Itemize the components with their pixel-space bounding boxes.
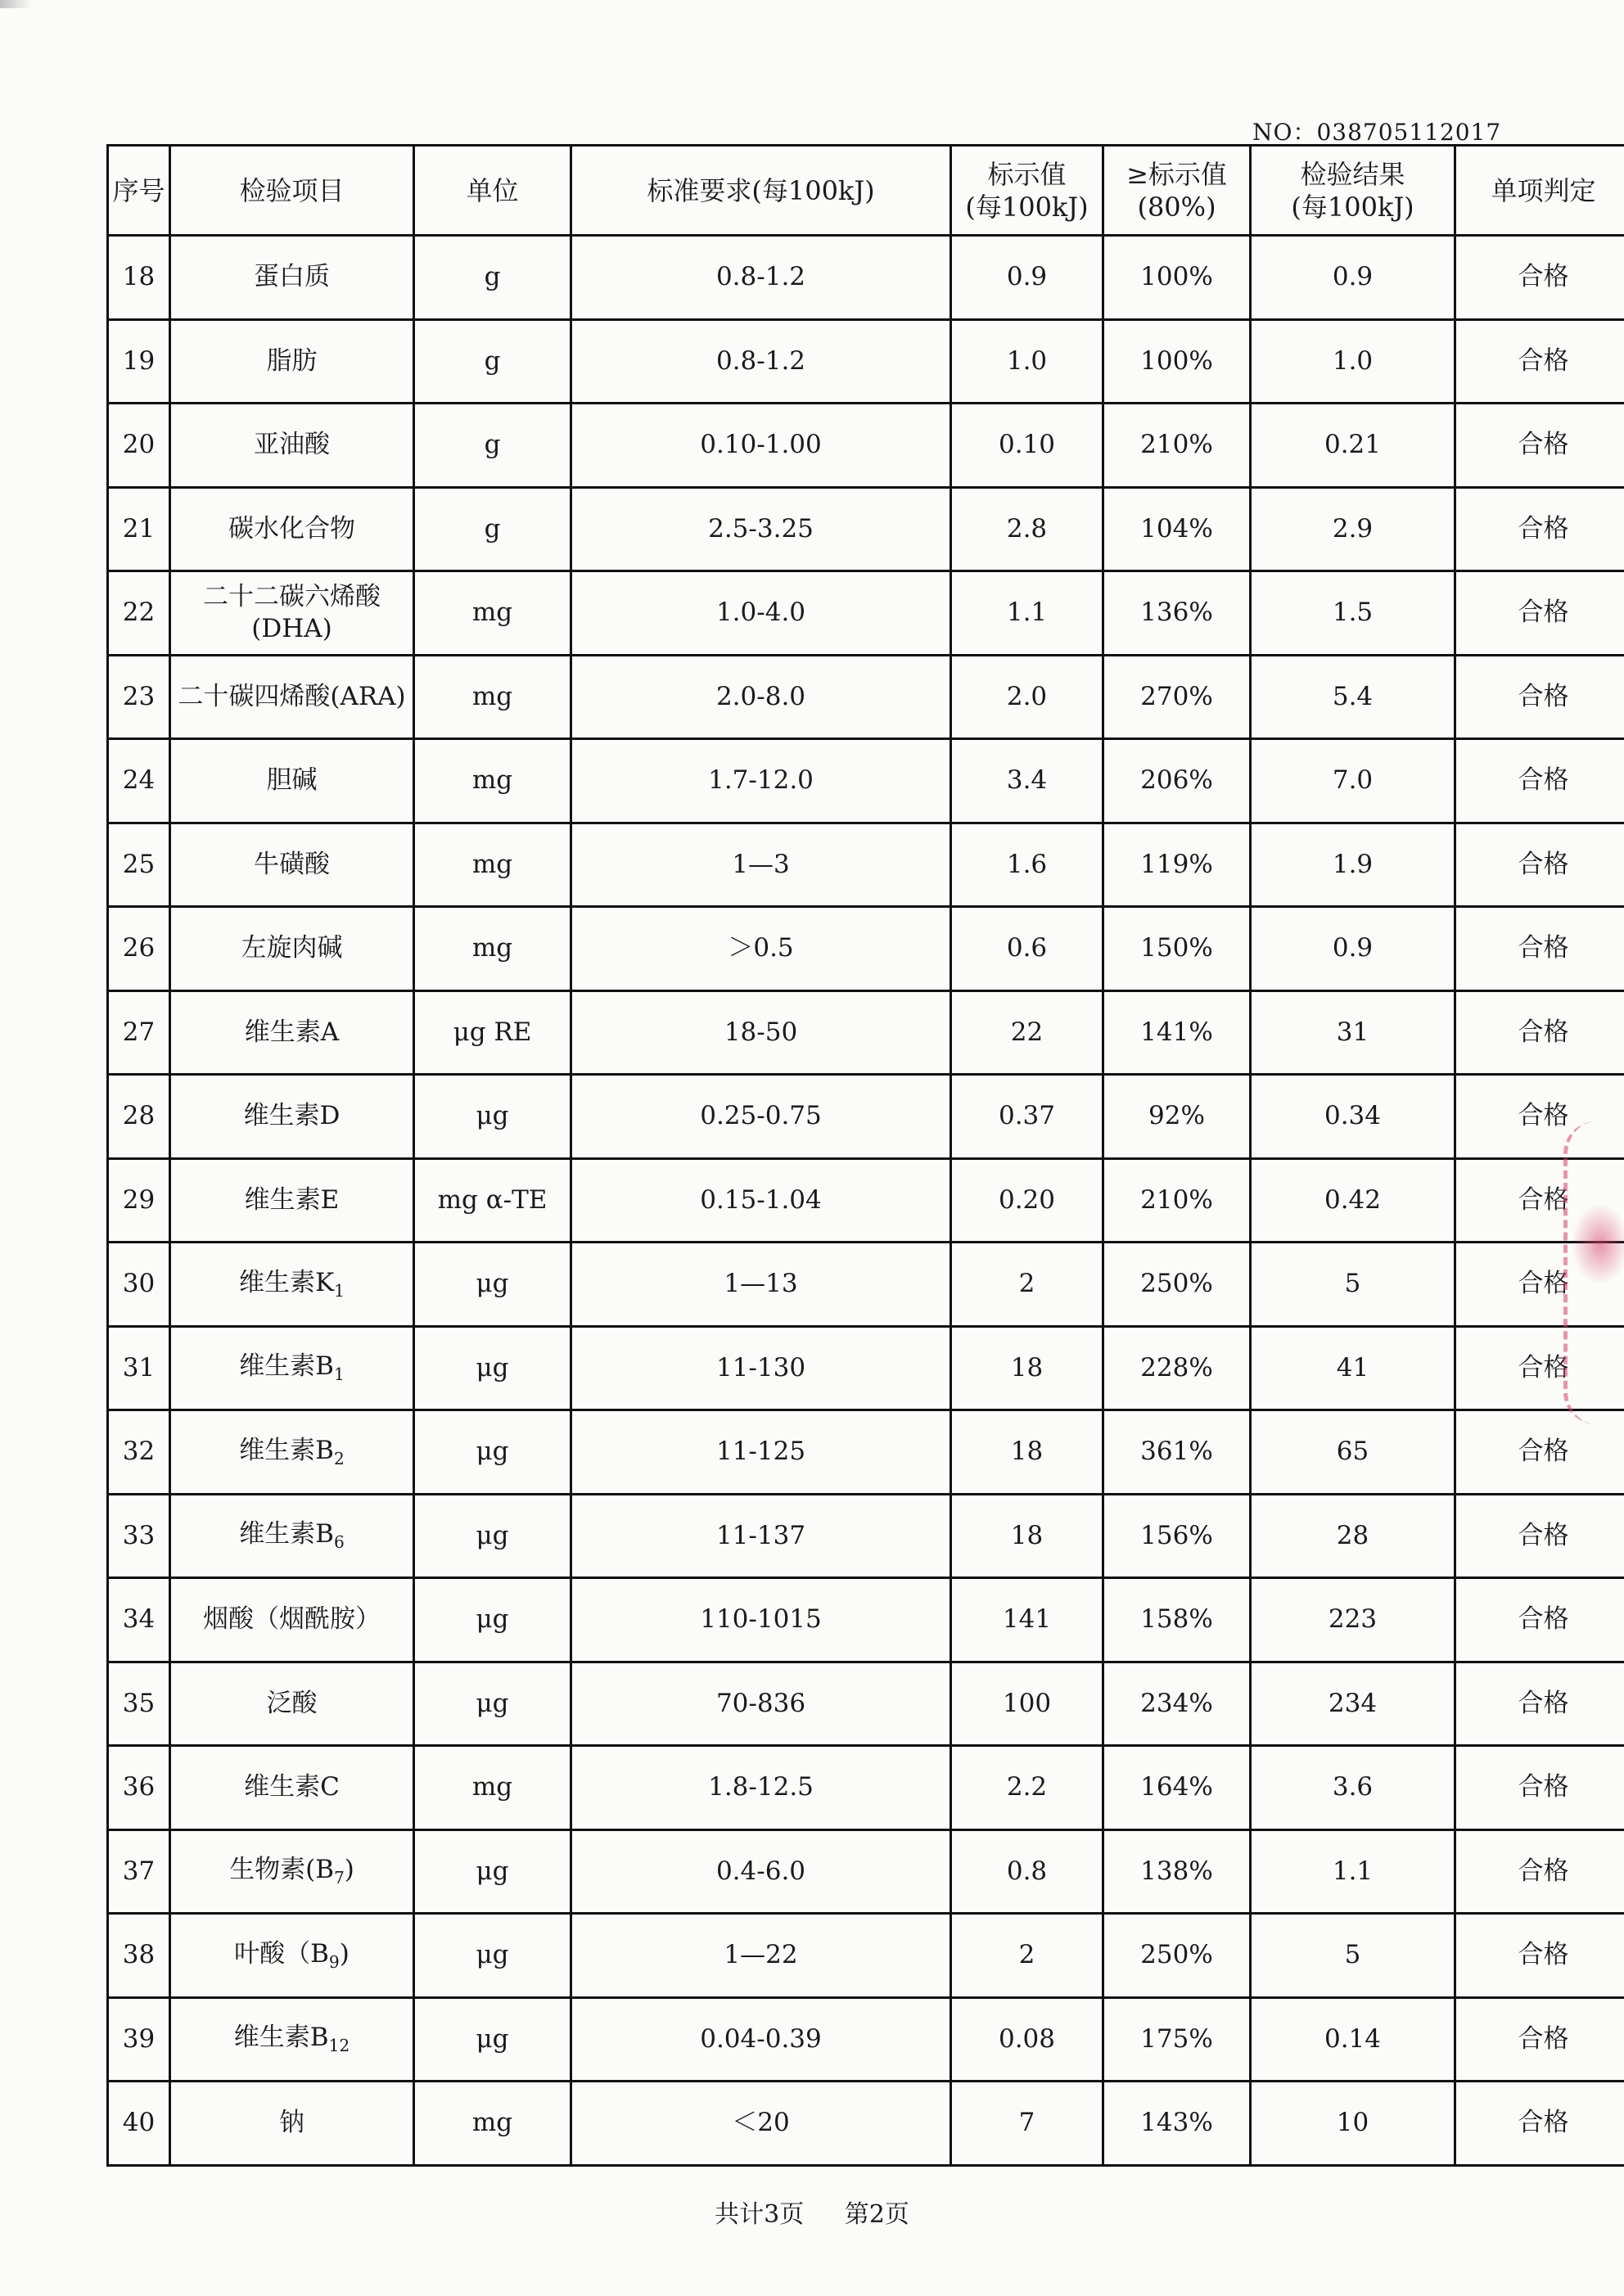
- cell-standard: 0.8-1.2: [571, 236, 951, 320]
- item-name: 生物素(B: [229, 1855, 334, 1885]
- cell-unit: mg: [414, 1746, 571, 1830]
- cell-pct: 175%: [1103, 1997, 1251, 2082]
- header-text: (80%): [1137, 191, 1216, 223]
- table-row: [108, 319, 1624, 404]
- cell-item: [170, 1662, 414, 1746]
- cell-item: [170, 487, 414, 571]
- cell-result: 3.6: [1251, 1746, 1455, 1830]
- cell-label: 18: [951, 1410, 1103, 1495]
- cell-standard: 1.8-12.5: [571, 1746, 951, 1830]
- cell-verdict: 合格: [1455, 1494, 1624, 1578]
- cell-pct: 270%: [1103, 655, 1251, 739]
- table-row: [108, 1914, 1624, 1998]
- cell-pct: 234%: [1103, 1662, 1251, 1746]
- cell-item: [170, 319, 414, 404]
- cell-label: 0.10: [951, 404, 1103, 488]
- cell-standard: 0.4-6.0: [571, 1829, 951, 1914]
- cell-standard: 2.0-8.0: [571, 655, 951, 739]
- cell-result: 1.5: [1251, 571, 1455, 656]
- cell-label: 2: [951, 1243, 1103, 1327]
- cell-result: 0.21: [1251, 404, 1455, 488]
- header-text: (每100kJ): [965, 191, 1089, 223]
- item-name: 牛磺酸: [254, 849, 330, 879]
- current-page: 第2页: [844, 2200, 909, 2229]
- cell-pct: 250%: [1103, 1914, 1251, 1998]
- item-subscript: 12: [328, 2036, 350, 2056]
- table-row: [108, 404, 1624, 488]
- cell-label: 2.2: [951, 1746, 1103, 1830]
- cell-unit: μg: [414, 1075, 571, 1159]
- item-name: 脂肪: [266, 345, 318, 376]
- cell-result: 5.4: [1251, 655, 1455, 739]
- header-text: 检验项目: [239, 174, 345, 206]
- cell-pct: 100%: [1103, 319, 1251, 404]
- cell-item: [170, 823, 414, 907]
- cell-item: [170, 571, 414, 656]
- report-number: NO：038705112017: [1252, 119, 1502, 146]
- cell-verdict: 合格: [1455, 1578, 1624, 1662]
- cell-label: 0.37: [951, 1075, 1103, 1159]
- cell-verdict: 合格: [1455, 1746, 1624, 1830]
- cell-verdict: 合格: [1455, 571, 1624, 656]
- cell-no: 22: [108, 571, 170, 656]
- cell-standard: 0.04-0.39: [571, 1997, 951, 2082]
- header-col-unit: [414, 146, 571, 236]
- cell-no: 34: [108, 1578, 170, 1662]
- cell-unit: mg α-TE: [414, 1158, 571, 1243]
- cell-result: 41: [1251, 1326, 1455, 1410]
- table-row: [108, 655, 1624, 739]
- header-text: 单项判定: [1491, 174, 1596, 206]
- cell-label: 0.6: [951, 907, 1103, 991]
- red-seal-stamp-core: [1572, 1203, 1624, 1285]
- cell-standard: ＞0.5: [571, 907, 951, 991]
- cell-unit: μg: [414, 1662, 571, 1746]
- table-row: [108, 1829, 1624, 1914]
- cell-label: 2: [951, 1914, 1103, 1998]
- cell-pct: 361%: [1103, 1410, 1251, 1495]
- cell-result: 0.9: [1251, 907, 1455, 991]
- cell-result: 1.1: [1251, 1829, 1455, 1914]
- cell-item: [170, 1914, 414, 1998]
- cell-verdict: 合格: [1455, 990, 1624, 1075]
- table-header-row: [108, 146, 1624, 236]
- cell-no: 23: [108, 655, 170, 739]
- item-subscript: 1: [334, 1280, 345, 1301]
- cell-item: [170, 1243, 414, 1327]
- cell-item: [170, 236, 414, 320]
- cell-unit: g: [414, 404, 571, 488]
- item-name: 亚油酸: [254, 430, 330, 460]
- table-row: [108, 1997, 1624, 2082]
- cell-label: 0.9: [951, 236, 1103, 320]
- cell-label: 2.8: [951, 487, 1103, 571]
- table-row: [108, 571, 1624, 656]
- cell-unit: g: [414, 487, 571, 571]
- cell-result: 0.14: [1251, 1997, 1455, 2082]
- cell-unit: μg: [414, 1410, 571, 1495]
- cell-verdict: 合格: [1455, 1326, 1624, 1410]
- cell-verdict: 合格: [1455, 319, 1624, 404]
- cell-label: 3.4: [951, 739, 1103, 823]
- cell-standard: 11-130: [571, 1326, 951, 1410]
- cell-verdict: 合格: [1455, 404, 1624, 488]
- item-name: 维生素C: [244, 1772, 340, 1802]
- item-subscript: 9: [328, 1951, 340, 1972]
- cell-standard: 1.7-12.0: [571, 739, 951, 823]
- header-col-no: [108, 146, 170, 236]
- cell-unit: μg: [414, 1494, 571, 1578]
- cell-pct: 156%: [1103, 1494, 1251, 1578]
- cell-result: 5: [1251, 1914, 1455, 1998]
- cell-pct: 141%: [1103, 990, 1251, 1075]
- cell-no: 38: [108, 1914, 170, 1998]
- cell-no: 27: [108, 990, 170, 1075]
- cell-unit: mg: [414, 655, 571, 739]
- cell-label: 1.0: [951, 319, 1103, 404]
- cell-label: 18: [951, 1494, 1103, 1578]
- cell-pct: 119%: [1103, 823, 1251, 907]
- header-col-item: [170, 146, 414, 236]
- cell-item: [170, 1410, 414, 1495]
- header-text: 标准要求(每100kJ): [647, 174, 875, 206]
- item-name: 维生素A: [244, 1017, 340, 1047]
- cell-no: 40: [108, 2082, 170, 2166]
- cell-item: [170, 404, 414, 488]
- cell-label: 100: [951, 1662, 1103, 1746]
- cell-label: 0.08: [951, 1997, 1103, 2082]
- cell-standard: 18-50: [571, 990, 951, 1075]
- cell-verdict: 合格: [1455, 2082, 1624, 2166]
- cell-no: 21: [108, 487, 170, 571]
- cell-unit: mg: [414, 823, 571, 907]
- item-name: 维生素B: [239, 1519, 334, 1549]
- cell-pct: 100%: [1103, 236, 1251, 320]
- cell-unit: μg: [414, 1243, 571, 1327]
- cell-verdict: 合格: [1455, 655, 1624, 739]
- cell-result: 31: [1251, 990, 1455, 1075]
- cell-verdict: 合格: [1455, 487, 1624, 571]
- item-name: 左旋肉碱: [241, 933, 343, 963]
- cell-item: [170, 739, 414, 823]
- table-row: [108, 1326, 1624, 1410]
- cell-standard: 1—13: [571, 1243, 951, 1327]
- header-col-pct: [1103, 146, 1251, 236]
- cell-label: 0.20: [951, 1158, 1103, 1243]
- cell-label: 2.0: [951, 655, 1103, 739]
- item-name: 烟酸（烟酰胺）: [203, 1604, 381, 1635]
- item-name: 维生素B: [233, 2023, 329, 2053]
- item-name: 二十二碳六烯酸: [203, 582, 381, 611]
- cell-verdict: 合格: [1455, 1997, 1624, 2082]
- cell-pct: 104%: [1103, 487, 1251, 571]
- item-subscript: 2: [333, 1448, 345, 1468]
- cell-no: 35: [108, 1662, 170, 1746]
- cell-pct: 158%: [1103, 1578, 1251, 1662]
- cell-result: 0.34: [1251, 1075, 1455, 1159]
- item-name: 钠: [279, 2108, 304, 2138]
- cell-verdict: 合格: [1455, 1158, 1624, 1243]
- header-text: ≥标示值: [1126, 158, 1227, 190]
- cell-no: 32: [108, 1410, 170, 1495]
- page-footer: [0, 2194, 1624, 2230]
- header-col-standard: [571, 146, 951, 236]
- cell-unit: mg: [414, 2082, 571, 2166]
- table-row: [108, 1746, 1624, 1830]
- cell-label: 7: [951, 2082, 1103, 2166]
- cell-pct: 210%: [1103, 1158, 1251, 1243]
- cell-pct: 206%: [1103, 739, 1251, 823]
- table-row: [108, 1410, 1624, 1495]
- cell-unit: μg: [414, 1914, 571, 1998]
- cell-item: [170, 1578, 414, 1662]
- table-row: [108, 487, 1624, 571]
- cell-result: 10: [1251, 2082, 1455, 2166]
- cell-no: 28: [108, 1075, 170, 1159]
- cell-result: 0.9: [1251, 236, 1455, 320]
- header-text: (每100kJ): [1291, 191, 1414, 223]
- cell-result: 28: [1251, 1494, 1455, 1578]
- cell-verdict: 合格: [1455, 1410, 1624, 1495]
- cell-unit: μg: [414, 1326, 571, 1410]
- table-row: [108, 1662, 1624, 1746]
- cell-label: 18: [951, 1326, 1103, 1410]
- cell-standard: 2.5-3.25: [571, 487, 951, 571]
- item-name: 叶酸（B: [234, 1938, 329, 1969]
- cell-verdict: 合格: [1455, 1075, 1624, 1159]
- cell-unit: μg: [414, 1997, 571, 2082]
- item-subscript: 7: [333, 1868, 345, 1888]
- total-pages: 共计3页: [715, 2200, 805, 2229]
- header-col-label-value: [951, 146, 1103, 236]
- cell-label: 0.8: [951, 1829, 1103, 1914]
- cell-no: 20: [108, 404, 170, 488]
- cell-item: [170, 1494, 414, 1578]
- cell-standard: 1—3: [571, 823, 951, 907]
- item-tail: ): [339, 1938, 350, 1969]
- cell-no: 24: [108, 739, 170, 823]
- table-row: [108, 739, 1624, 823]
- cell-verdict: 合格: [1455, 1662, 1624, 1746]
- cell-standard: 0.8-1.2: [571, 319, 951, 404]
- cell-item: [170, 1746, 414, 1830]
- cell-pct: 210%: [1103, 404, 1251, 488]
- cell-no: 30: [108, 1243, 170, 1327]
- cell-unit: μg RE: [414, 990, 571, 1075]
- item-name: (DHA): [251, 613, 332, 643]
- item-subscript: 6: [333, 1532, 345, 1553]
- cell-standard: 1—22: [571, 1914, 951, 1998]
- cell-result: 65: [1251, 1410, 1455, 1495]
- cell-unit: mg: [414, 907, 571, 991]
- item-name: 维生素K: [239, 1267, 335, 1297]
- table-row: [108, 907, 1624, 991]
- cell-unit: μg: [414, 1829, 571, 1914]
- cell-unit: g: [414, 319, 571, 404]
- cell-no: 36: [108, 1746, 170, 1830]
- cell-no: 26: [108, 907, 170, 991]
- item-name: 碳水化合物: [228, 513, 355, 544]
- cell-item: [170, 1158, 414, 1243]
- cell-no: 19: [108, 319, 170, 404]
- cell-unit: mg: [414, 571, 571, 656]
- cell-pct: 143%: [1103, 2082, 1251, 2166]
- cell-standard: 110-1015: [571, 1578, 951, 1662]
- header-text: 序号: [112, 174, 165, 206]
- cell-standard: ＜20: [571, 2082, 951, 2166]
- cell-unit: mg: [414, 739, 571, 823]
- scan-corner-mark: [0, 0, 33, 8]
- cell-result: 234: [1251, 1662, 1455, 1746]
- cell-result: 5: [1251, 1243, 1455, 1327]
- cell-verdict: 合格: [1455, 907, 1624, 991]
- cell-result: 7.0: [1251, 739, 1455, 823]
- item-tail: ): [344, 1855, 354, 1885]
- cell-item: [170, 990, 414, 1075]
- cell-no: 18: [108, 236, 170, 320]
- cell-verdict: 合格: [1455, 1914, 1624, 1998]
- cell-verdict: 合格: [1455, 823, 1624, 907]
- table-row: [108, 1494, 1624, 1578]
- item-name: 维生素E: [244, 1184, 340, 1215]
- header-text: 检验结果: [1300, 158, 1405, 190]
- cell-pct: 250%: [1103, 1243, 1251, 1327]
- table-row: [108, 990, 1624, 1075]
- cell-result: 1.0: [1251, 319, 1455, 404]
- item-name: 维生素B: [239, 1435, 334, 1465]
- cell-item: [170, 1075, 414, 1159]
- item-name: 胆碱: [266, 765, 318, 796]
- table-row: [108, 823, 1624, 907]
- cell-verdict: 合格: [1455, 1243, 1624, 1327]
- cell-no: 39: [108, 1997, 170, 2082]
- table-body: [108, 236, 1624, 2166]
- item-name: 泛酸: [266, 1688, 318, 1718]
- table-row: [108, 1243, 1624, 1327]
- cell-pct: 150%: [1103, 907, 1251, 991]
- cell-pct: 138%: [1103, 1829, 1251, 1914]
- table-row: [108, 1578, 1624, 1662]
- cell-verdict: 合格: [1455, 236, 1624, 320]
- cell-item: [170, 1829, 414, 1914]
- cell-label: 141: [951, 1578, 1103, 1662]
- header-text: 标示值: [987, 158, 1067, 190]
- cell-standard: 0.25-0.75: [571, 1075, 951, 1159]
- table-row: [108, 2082, 1624, 2166]
- cell-pct: 164%: [1103, 1746, 1251, 1830]
- cell-verdict: 合格: [1455, 1829, 1624, 1914]
- cell-verdict: 合格: [1455, 739, 1624, 823]
- cell-item: [170, 655, 414, 739]
- cell-result: 223: [1251, 1578, 1455, 1662]
- cell-item: [170, 907, 414, 991]
- cell-no: 25: [108, 823, 170, 907]
- cell-result: 1.9: [1251, 823, 1455, 907]
- cell-pct: 92%: [1103, 1075, 1251, 1159]
- item-subscript: 1: [333, 1365, 345, 1385]
- cell-no: 33: [108, 1494, 170, 1578]
- item-name: 维生素B: [239, 1351, 334, 1382]
- header-col-verdict: [1455, 146, 1624, 236]
- cell-label: 1.1: [951, 571, 1103, 656]
- header-col-result: [1251, 146, 1455, 236]
- item-name: 蛋白质: [254, 262, 330, 292]
- cell-standard: 70-836: [571, 1662, 951, 1746]
- cell-item: [170, 1326, 414, 1410]
- table-row: [108, 236, 1624, 320]
- cell-standard: 0.15-1.04: [571, 1158, 951, 1243]
- header-text: 单位: [466, 174, 519, 206]
- table-row: [108, 1075, 1624, 1159]
- cell-unit: g: [414, 236, 571, 320]
- cell-result: 2.9: [1251, 487, 1455, 571]
- cell-no: 29: [108, 1158, 170, 1243]
- cell-standard: 1.0-4.0: [571, 571, 951, 656]
- cell-item: [170, 1997, 414, 2082]
- cell-label: 1.6: [951, 823, 1103, 907]
- item-name: 二十碳四烯酸(ARA): [178, 681, 406, 711]
- cell-standard: 11-137: [571, 1494, 951, 1578]
- cell-result: 0.42: [1251, 1158, 1455, 1243]
- table-row: [108, 1158, 1624, 1243]
- cell-standard: 11-125: [571, 1410, 951, 1495]
- cell-label: 22: [951, 990, 1103, 1075]
- cell-item: [170, 2082, 414, 2166]
- cell-pct: 228%: [1103, 1326, 1251, 1410]
- cell-no: 37: [108, 1829, 170, 1914]
- cell-pct: 136%: [1103, 571, 1251, 656]
- cell-unit: μg: [414, 1578, 571, 1662]
- cell-no: 31: [108, 1326, 170, 1410]
- item-name: 维生素D: [243, 1101, 341, 1131]
- inspection-table: [106, 144, 1624, 2167]
- cell-standard: 0.10-1.00: [571, 404, 951, 488]
